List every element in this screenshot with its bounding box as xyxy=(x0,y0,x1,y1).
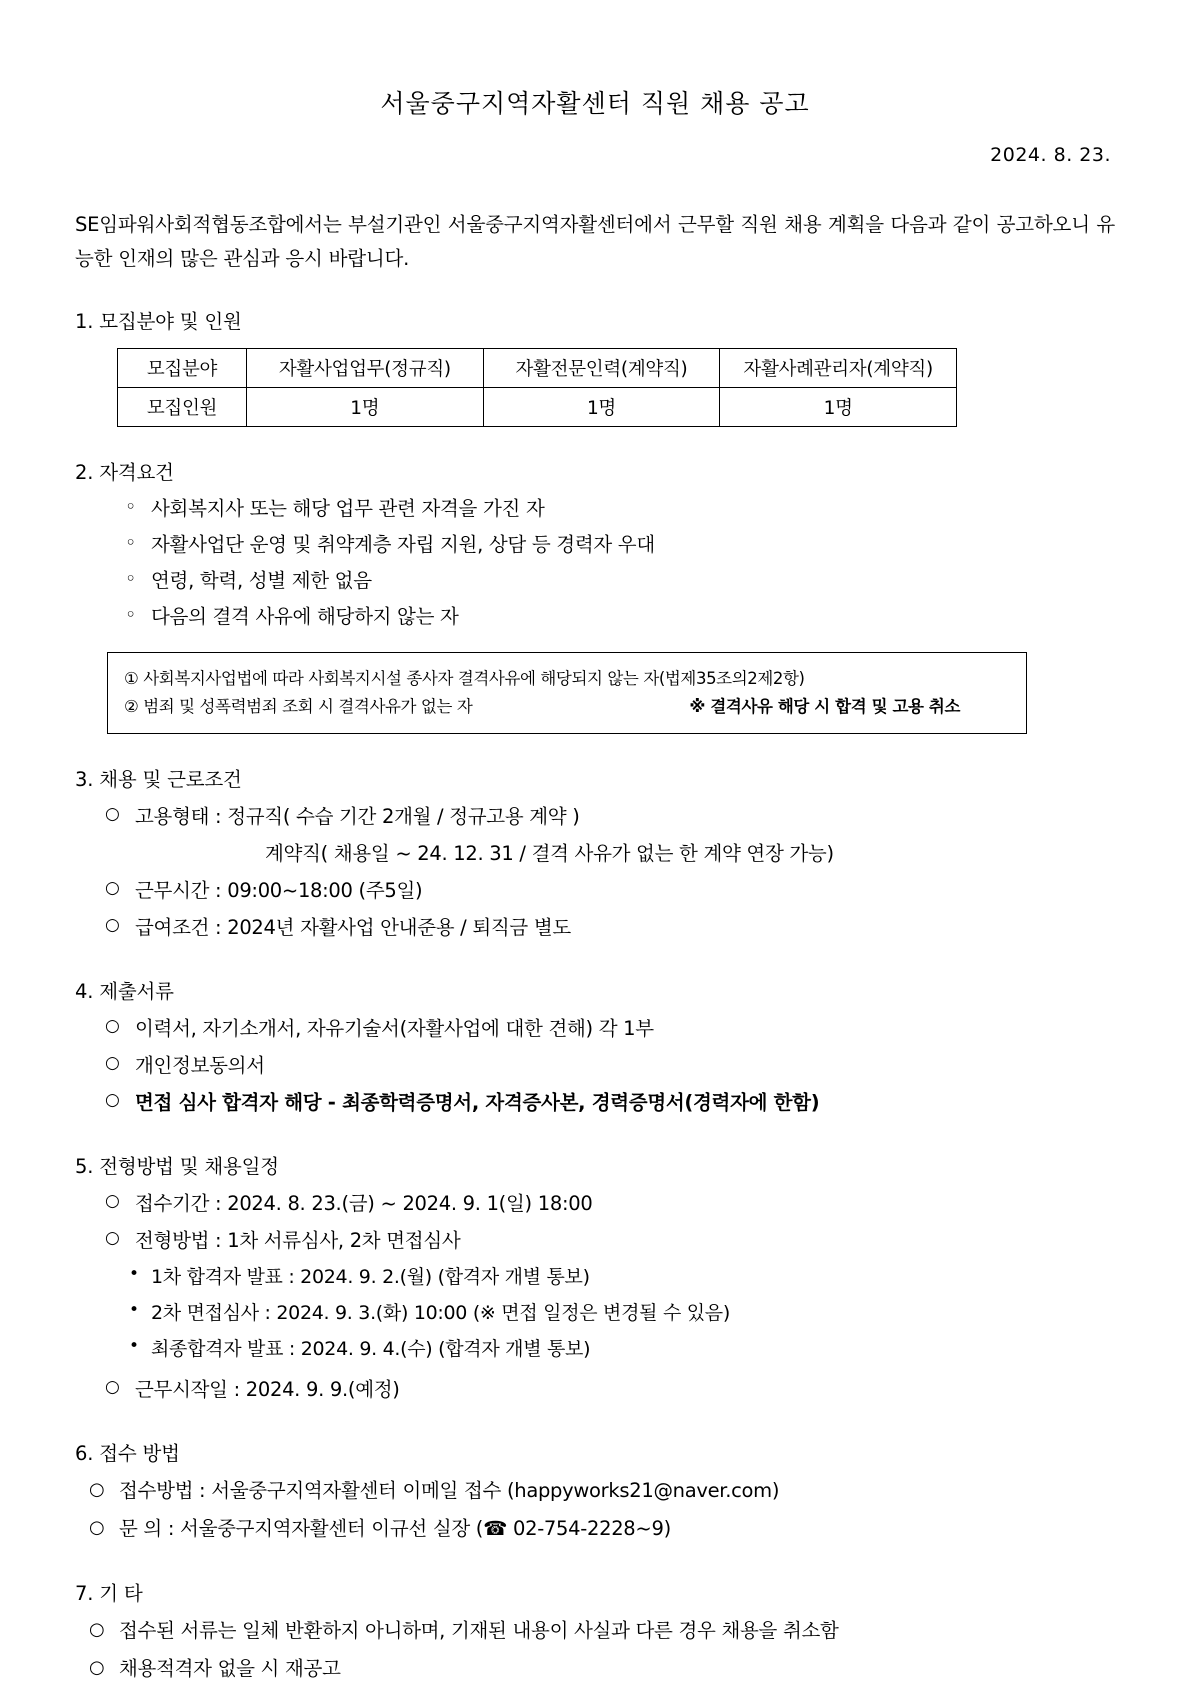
table-cell: 모집분야 xyxy=(118,349,247,388)
section7-heading: 7. 기 타 xyxy=(75,1582,143,1606)
list-item: • 2차 면접심사 : 2024. 9. 3.(화) 10:00 (※ 면접 일정은 변경될 수 있음) xyxy=(125,1295,1115,1331)
list-item: ○ 근무시작일 : 2024. 9. 9.(예정) xyxy=(105,1371,1115,1408)
document-date: 2024. 8. 23. xyxy=(990,144,1111,166)
list-item: • 최종합격자 발표 : 2024. 9. 4.(수) (합격자 개별 통보) xyxy=(125,1331,1115,1367)
notice-line-1 xyxy=(124,665,1010,693)
recruit-table xyxy=(117,348,957,427)
schedule-sublist xyxy=(75,1259,1115,1367)
list-item: ○ 개인정보동의서 xyxy=(105,1047,1115,1084)
section-selection-schedule xyxy=(75,1151,1115,1408)
list-item: ○ 면접 심사 합격자 해당 - 최종학력증명서, 자격증사본, 경력증명서(경력자에 한함) xyxy=(105,1084,1115,1121)
recruit-table-wrap xyxy=(117,348,1115,427)
contract-sub-line: 계약직( 채용일 ~ 24. 12. 31 / 결격 사유가 없는 한 계약 연장 가능) xyxy=(265,841,834,865)
section1-heading: 1. 모집분야 및 인원 xyxy=(75,310,242,334)
table-cell: 1명 xyxy=(483,388,720,427)
list-item-sub xyxy=(105,835,1115,872)
list-item: ○ 이력서, 자기소개서, 자유기술서(자활사업에 대한 견해) 각 1부 xyxy=(105,1010,1115,1047)
qualification-list xyxy=(75,491,1115,635)
list-item: • 1차 합격자 발표 : 2024. 9. 2.(월) (합격자 개별 통보) xyxy=(125,1259,1115,1295)
section6-heading: 6. 접수 방법 xyxy=(75,1442,180,1466)
section-qualifications xyxy=(75,457,1115,733)
application-list xyxy=(75,1472,1115,1548)
section3-heading: 3. 채용 및 근로조건 xyxy=(75,767,242,791)
table-cell: 모집인원 xyxy=(118,388,247,427)
other-list xyxy=(75,1612,1115,1682)
documents-list xyxy=(75,1010,1115,1121)
table-cell: 자활사례관리자(계약직) xyxy=(720,349,957,388)
section-employment-conditions xyxy=(75,764,1115,946)
intro-paragraph: SE임파워사회적협동조합에서는 부설기관인 서울중구지역자활센터에서 근무할 직원 채용 계획을 다음과 같이 공고하오니 유능한 인재의 많은 관심과 응시 바랍니다. xyxy=(75,213,1115,271)
section-documents xyxy=(75,976,1115,1121)
notice-text: ① 사회복지사업법에 따라 사회복지시설 종사자 결격사유에 해당되지 않는 자(법제35조의2제2항) xyxy=(124,668,805,688)
list-item: ○ 급여조건 : 2024년 자활사업 안내준용 / 퇴직금 별도 xyxy=(105,909,1115,946)
disqualification-notice-box xyxy=(107,652,1027,734)
section-other xyxy=(75,1578,1115,1682)
list-item: ○ 전형방법 : 1차 서류심사, 2차 면접심사 xyxy=(105,1222,1115,1259)
list-item: ○ 접수된 서류는 일체 반환하지 아니하며, 기재된 내용이 사실과 다른 경우 채용을 취소함 xyxy=(89,1612,1115,1650)
list-item: ○ 접수기간 : 2024. 8. 23.(금) ~ 2024. 9. 1(일) 18:00 xyxy=(105,1185,1115,1222)
employment-list xyxy=(75,798,1115,946)
list-item: ○ 접수방법 : 서울중구지역자활센터 이메일 접수 (happyworks21@naver.com) xyxy=(89,1472,1115,1510)
table-row xyxy=(118,388,957,427)
list-item: ○ 근무시간 : 09:00~18:00 (주5일) xyxy=(105,872,1115,909)
section-recruitment-fields xyxy=(75,306,1115,427)
section-application-method xyxy=(75,1438,1115,1548)
list-item: ◦ 연령, 학력, 성별 제한 없음 xyxy=(123,563,1115,599)
notice-warning: ※ 결격사유 해당 시 합격 및 고용 취소 xyxy=(689,696,960,716)
schedule-start-list xyxy=(75,1371,1115,1408)
list-item: ○ 채용적격자 없을 시 재공고 xyxy=(89,1650,1115,1682)
list-item: ◦ 다음의 결격 사유에 해당하지 않는 자 xyxy=(123,599,1115,635)
section2-heading: 2. 자격요건 xyxy=(75,461,174,485)
list-item: ◦ 사회복지사 또는 해당 업무 관련 자격을 가진 자 xyxy=(123,491,1115,527)
list-item: ○ 고용형태 : 정규직( 수습 기간 2개월 / 정규고용 계약 ) xyxy=(105,798,1115,835)
table-cell: 1명 xyxy=(247,388,484,427)
page-title: 서울중구지역자활센터 직원 채용 공고 xyxy=(380,89,810,118)
section4-heading: 4. 제출서류 xyxy=(75,979,174,1003)
table-cell: 1명 xyxy=(720,388,957,427)
list-item: ○ 문 의 : 서울중구지역자활센터 이규선 실장 (☎ 02-754-2228~9) xyxy=(89,1510,1115,1548)
list-item: ◦ 자활사업단 운영 및 취약계층 자립 지원, 상담 등 경력자 우대 xyxy=(123,527,1115,563)
notice-line-2 xyxy=(124,693,1010,721)
schedule-list xyxy=(75,1185,1115,1259)
notice-text: ② 범죄 및 성폭력범죄 조회 시 결격사유가 없는 자 xyxy=(124,696,473,716)
table-cell: 자활사업업무(정규직) xyxy=(247,349,484,388)
table-cell: 자활전문인력(계약직) xyxy=(483,349,720,388)
table-row xyxy=(118,349,957,388)
section5-heading: 5. 전형방법 및 채용일정 xyxy=(75,1154,279,1178)
